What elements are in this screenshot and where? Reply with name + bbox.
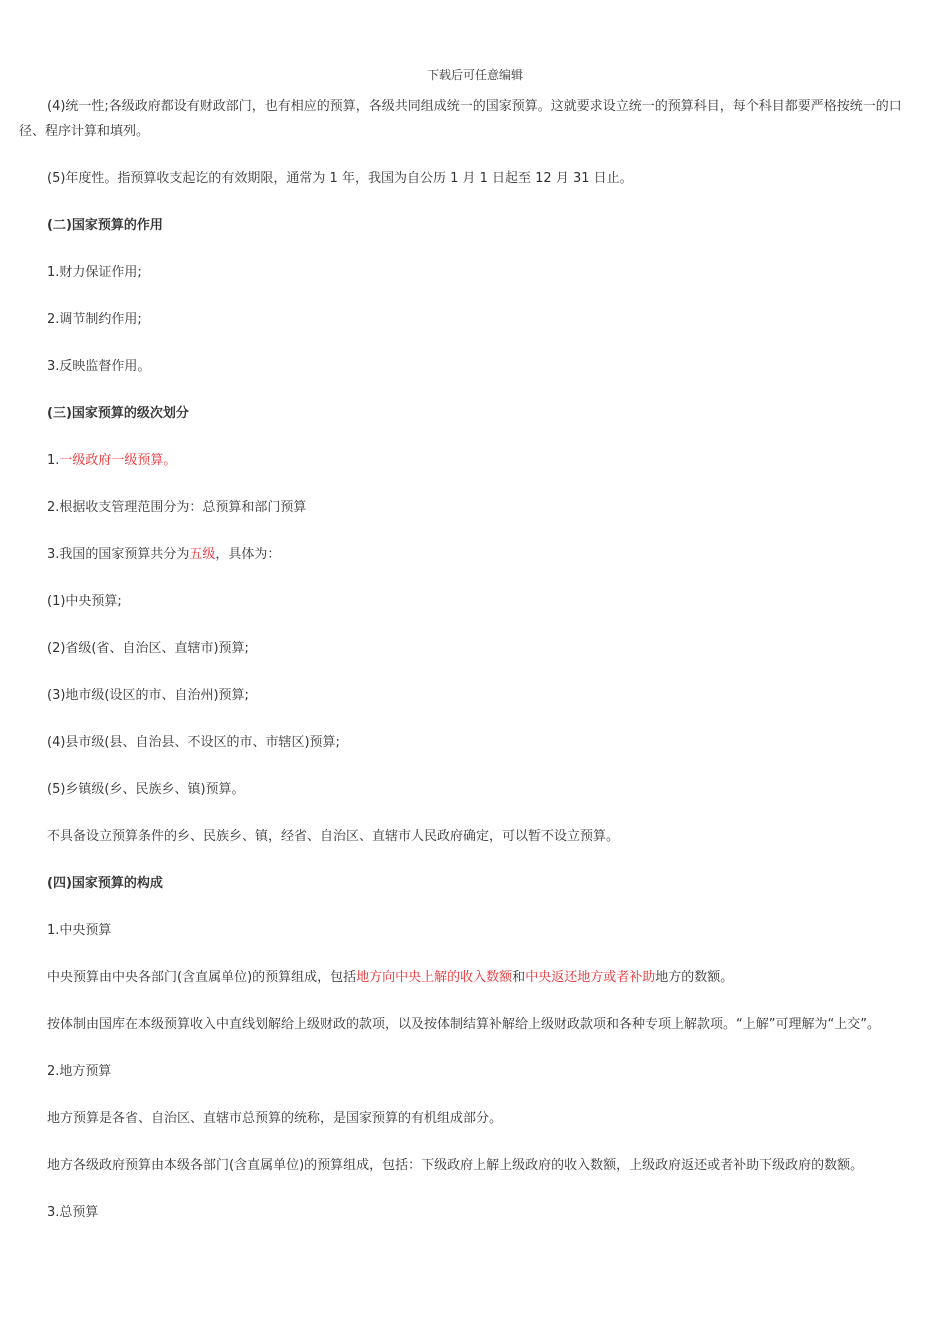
text-segment: (二)国家预算的作用 — [47, 218, 163, 233]
section-heading — [19, 871, 924, 896]
highlighted-text: 一级政府一级预算。 — [59, 453, 177, 468]
text-segment: 3.我国的国家预算共分为 — [47, 547, 190, 562]
text-segment: 按体制由国库在本级预算收入中直线划解给上级财政的款项，以及按体制结算补解给上级财政款项和各种专项上解款项。“上解”可理解为“上交”。 — [47, 1017, 880, 1032]
text-segment: (1)中央预算; — [47, 594, 122, 609]
text-segment: 2.地方预算 — [47, 1064, 112, 1079]
document-body — [19, 94, 924, 1247]
highlighted-text: 五级 — [189, 547, 216, 562]
text-segment: 3.总预算 — [47, 1205, 99, 1220]
paragraph — [19, 354, 924, 379]
paragraph — [19, 1012, 924, 1037]
paragraph — [19, 166, 924, 191]
text-segment: (3)地市级(设区的市、自治州)预算; — [47, 688, 249, 703]
highlighted-text: 地方向中央上解的收入数额 — [356, 970, 513, 985]
paragraph — [19, 965, 924, 990]
text-segment: 地方预算是各省、自治区、直辖市总预算的统称，是国家预算的有机组成部分。 — [47, 1111, 503, 1126]
highlighted-text: 中央返还地方或者补助 — [525, 970, 656, 985]
text-segment: 3.反映监督作用。 — [47, 359, 151, 374]
text-segment: ，具体为： — [215, 547, 281, 562]
paragraph — [19, 730, 924, 755]
text-segment: 1.财力保证作用; — [47, 265, 142, 280]
text-segment: 1. — [47, 453, 60, 468]
paragraph — [19, 1200, 924, 1225]
section-heading — [19, 401, 924, 426]
text-segment: (四)国家预算的构成 — [47, 876, 163, 891]
paragraph — [19, 777, 924, 802]
text-segment: 1.中央预算 — [47, 923, 112, 938]
paragraph — [19, 260, 924, 285]
text-segment: 2.根据收支管理范围分为：总预算和部门预算 — [47, 500, 307, 515]
paragraph — [19, 824, 924, 849]
paragraph — [19, 589, 924, 614]
paragraph — [19, 94, 924, 144]
text-segment: 地方的数额。 — [655, 970, 734, 985]
paragraph — [19, 1059, 924, 1084]
page-header: 下载后可任意编辑 — [426, 68, 523, 82]
text-segment: 地方各级政府预算由本级各部门(含直属单位)的预算组成，包括：下级政府上解上级政府的收入数额，上级政府返还或者补助下级政府的数额。 — [47, 1158, 864, 1173]
text-segment: 2.调节制约作用; — [47, 312, 142, 327]
text-segment: (4)县市级(县、自治县、不设区的市、市辖区)预算; — [47, 735, 340, 750]
text-segment: (5)乡镇级(乡、民族乡、镇)预算。 — [47, 782, 245, 797]
text-segment: (三)国家预算的级次划分 — [47, 406, 189, 421]
paragraph — [19, 307, 924, 332]
paragraph — [19, 495, 924, 520]
text-segment: 中央预算由中央各部门(含直属单位)的预算组成，包括 — [47, 970, 357, 985]
text-segment: (2)省级(省、自治区、直辖市)预算; — [47, 641, 249, 656]
text-segment: (5)年度性。指预算收支起讫的有效期限，通常为 1 年，我国为自公历 1 月 1 日起至 12 月 31 日止。 — [47, 171, 633, 186]
section-heading — [19, 213, 924, 238]
paragraph — [19, 448, 924, 473]
text-segment: 不具备设立预算条件的乡、民族乡、镇，经省、自治区、直辖市人民政府确定，可以暂不设立预算。 — [47, 829, 620, 844]
text-segment: (4)统一性;各级政府都设有财政部门，也有相应的预算，各级共同组成统一的国家预算。这就要求设立统一的预算科目，每个科目都要严格按统一的口径、程序计算和填列。 — [19, 99, 902, 139]
paragraph — [19, 918, 924, 943]
paragraph — [19, 1153, 924, 1178]
paragraph — [19, 542, 924, 567]
text-segment: 和 — [512, 970, 526, 985]
paragraph — [19, 683, 924, 708]
paragraph — [19, 1106, 924, 1131]
paragraph — [19, 636, 924, 661]
